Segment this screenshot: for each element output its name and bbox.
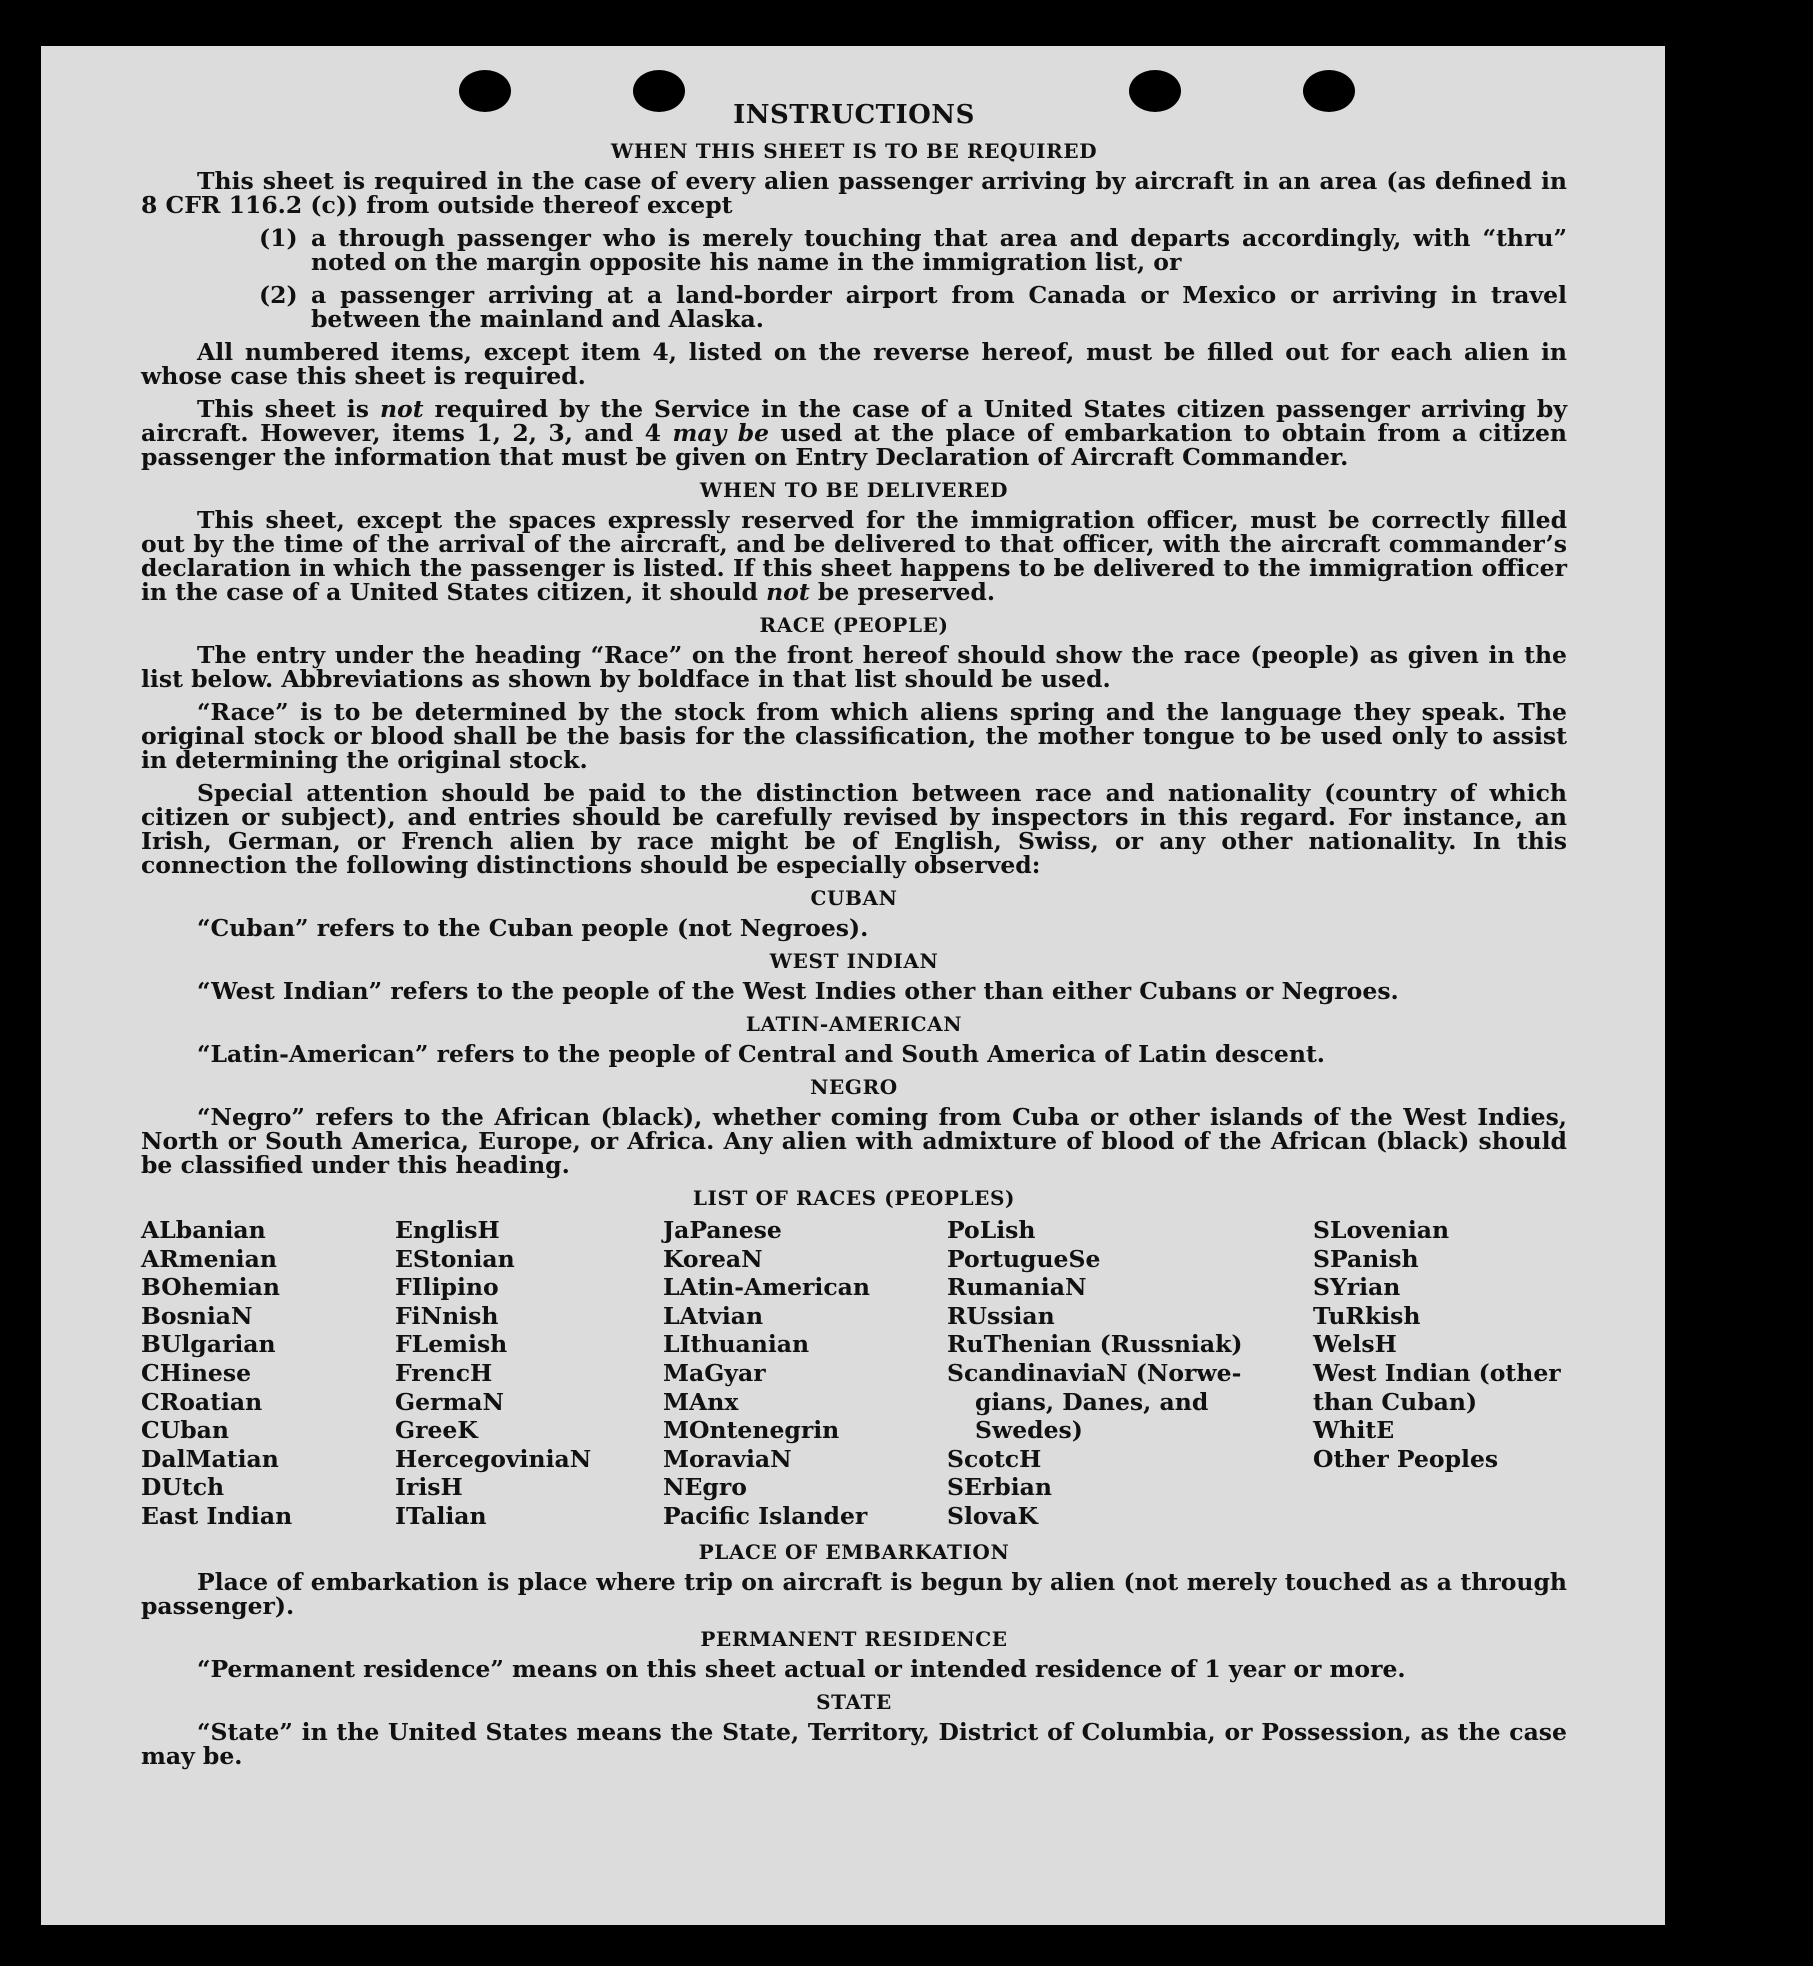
race-entry: RUssian xyxy=(947,1301,1055,1330)
definition-text: “Cuban” refers to the Cuban people (not Negroes). xyxy=(197,914,869,942)
text-run: This sheet, except the spaces expressly reserved for the immigration officer, must be correctly filled out by the time of the arrival of the aircraft, and be delivered to that officer, with the aircraft commander’s declaration in which the passenger is listed. If this sheet happens to be delivered to the immigration officer in the case of a United States citizen, it should xyxy=(141,506,1567,606)
text-run: required by the Service in the case of a United States citizen passenger arriving by aircraft. However, items 1, 2, 3, and 4 xyxy=(141,395,1567,447)
section-heading-list-of-races: LIST OF RACES (PEOPLES) xyxy=(692,1186,1016,1210)
race-entry: RumaniaN xyxy=(947,1273,1087,1302)
race-entry-continued: gians, Danes, and xyxy=(975,1387,1209,1416)
item-number: (1) xyxy=(259,224,298,252)
list-item xyxy=(259,226,1567,274)
item-text: a through passenger who is merely touching that area and departs accordingly, with “thru” noted on the margin opposite his name in the immigration list, or xyxy=(311,224,1567,276)
paragraph: This sheet is required in the case of every alien passenger arriving by aircraft in an area (as defined in 8 CFR 116.2 (c)) from outside thereof except xyxy=(141,167,1567,219)
race-entry: MoraviaN xyxy=(663,1444,792,1473)
race-entry: DalMatian xyxy=(141,1444,279,1473)
paragraph: Special attention should be paid to the distinction between race and nationality (country of which citizen or subject), and entries should be carefully revised by inspectors in this regard. For instance, an Irish, German, or French alien by race might be of English, Swiss, or any other nationality. In this connection the following distinctions should be especially observed: xyxy=(141,779,1567,879)
paragraph: Place of embarkation is place where trip on aircraft is begun by alien (not merely touched as a through passenger). xyxy=(141,1567,1567,1620)
race-entry: MaGyar xyxy=(663,1358,766,1387)
race-entry: WelsH xyxy=(1313,1330,1397,1359)
italic-text: not xyxy=(379,395,424,423)
race-entry: FLemish xyxy=(395,1330,508,1359)
section-heading-negro: NEGRO xyxy=(810,1075,898,1099)
section-heading-residence: PERMANENT RESIDENCE xyxy=(700,1626,1008,1651)
race-entry-continued: than Cuban) xyxy=(1313,1387,1478,1416)
definition-text: “Latin-American” refers to the people of Central and South America of Latin descent. xyxy=(197,1040,1325,1068)
race-entry: ALbanian xyxy=(141,1216,266,1244)
section-heading-embarkation: PLACE OF EMBARKATION xyxy=(698,1539,1010,1564)
race-entry: East Indian xyxy=(141,1501,293,1530)
paragraph: “Negro” refers to the African (black), whether coming from Cuba or other islands of the West Indies, North or South America, Europe, or Africa. Any alien with admixture of blood of the African (black) should be classified under this heading. xyxy=(141,1103,1567,1179)
race-entry: IrisH xyxy=(395,1473,463,1502)
race-entry: EStonian xyxy=(395,1244,515,1273)
race-entry: SYrian xyxy=(1313,1273,1401,1302)
section-heading-required: WHEN THIS SHEET IS TO BE REQUIRED xyxy=(610,139,1098,163)
race-entry: LIthuanian xyxy=(663,1330,810,1359)
paragraph: The entry under the heading “Race” on the front hereof should show the race (people) as given in the list below. Abbreviations as shown by boldface in that list should be used. xyxy=(141,641,1567,693)
race-entry: CHinese xyxy=(141,1358,252,1387)
item-text: a passenger arriving at a land-border airport from Canada or Mexico or arriving in travel between the mainland and Alaska. xyxy=(311,281,1567,333)
races-column-5 xyxy=(1313,1216,1567,1531)
race-entry-continued: Swedes) xyxy=(975,1416,1083,1445)
item-number: (2) xyxy=(259,281,298,309)
race-entry: GermaN xyxy=(395,1387,504,1416)
race-entry: FrencH xyxy=(395,1358,493,1387)
race-entry: KoreaN xyxy=(663,1244,763,1273)
race-entry: CUban xyxy=(141,1416,229,1445)
race-entry: MOntenegrin xyxy=(663,1416,840,1445)
race-entry: ScandinaviaN (Norwe- xyxy=(947,1358,1242,1387)
race-entry: CRoatian xyxy=(141,1387,263,1416)
paragraph xyxy=(141,397,1567,469)
section-heading-state: STATE xyxy=(816,1689,892,1714)
race-entry: SErbian xyxy=(947,1473,1052,1502)
races-column-3 xyxy=(663,1216,947,1531)
race-entry: SPanish xyxy=(1313,1244,1419,1273)
paragraph: “State” in the United States means the State, Territory, District of Columbia, or Possession, as the case may be. xyxy=(141,1717,1567,1770)
race-entry: JaPanese xyxy=(663,1216,782,1244)
race-entry: FiNnish xyxy=(395,1301,499,1330)
race-entry: WhitE xyxy=(1313,1416,1395,1445)
race-entry: ITalian xyxy=(395,1501,487,1530)
race-entry: LAtin-American xyxy=(663,1273,870,1302)
text-run: be preserved. xyxy=(809,578,996,606)
race-entry: RuThenian (Russniak) xyxy=(947,1330,1243,1359)
race-entry: Other Peoples xyxy=(1313,1444,1499,1473)
list-item xyxy=(259,283,1567,331)
paragraph: “Race” is to be determined by the stock from which aliens spring and the language they speak. The original stock or blood shall be the basis for the classification, the mother tongue to be used only to assist in determining the original stock. xyxy=(141,698,1567,774)
races-column-2 xyxy=(395,1216,663,1531)
race-entry: DUtch xyxy=(141,1473,225,1502)
race-entry: FIlipino xyxy=(395,1273,499,1302)
races-column-4 xyxy=(947,1216,1313,1531)
race-entry: PortugueSe xyxy=(947,1244,1101,1273)
race-entry: West Indian (other xyxy=(1313,1358,1561,1387)
section-heading-cuban: CUBAN xyxy=(810,886,898,910)
section-heading-west-indian: WEST INDIAN xyxy=(769,949,939,973)
race-entry: NEgro xyxy=(663,1473,747,1502)
section-heading-delivered: WHEN TO BE DELIVERED xyxy=(699,478,1009,502)
instructions-content xyxy=(141,100,1567,1777)
paragraph: All numbered items, except item 4, listed on the reverse hereof, must be filled out for each alien in whose case this sheet is required. xyxy=(141,338,1567,390)
page-title: INSTRUCTIONS xyxy=(733,100,975,130)
text-run: used at the place of embarkation to obtain from a citizen passenger the information that must be given on Entry Declaration of Aircraft Commander. xyxy=(141,419,1568,471)
race-entry: BosniaN xyxy=(141,1301,253,1330)
definition-text: “Permanent residence” means on this sheet actual or intended residence of 1 year or more. xyxy=(197,1654,1406,1683)
race-entry: LAtvian xyxy=(663,1301,764,1330)
races-column-1 xyxy=(141,1216,395,1531)
text-run: This sheet is xyxy=(197,395,380,423)
race-entry: ARmenian xyxy=(141,1244,277,1273)
race-entry: Pacific Islander xyxy=(663,1501,868,1530)
italic-text: may be xyxy=(672,419,770,447)
race-entry: SLovenian xyxy=(1313,1216,1450,1244)
race-entry: ScotcH xyxy=(947,1444,1042,1473)
race-entry: PoLish xyxy=(947,1216,1036,1244)
race-entry: TuRkish xyxy=(1313,1301,1421,1330)
section-heading-race: RACE (PEOPLE) xyxy=(759,613,949,637)
race-entry: MAnx xyxy=(663,1387,739,1416)
races-list xyxy=(141,1216,1567,1531)
document-sheet xyxy=(41,46,1665,1925)
section-heading-latin-american: LATIN-AMERICAN xyxy=(745,1012,963,1036)
race-entry: HercegoviniaN xyxy=(395,1444,592,1473)
italic-text: not xyxy=(766,578,810,606)
race-entry: BUlgarian xyxy=(141,1330,276,1359)
definition-text: “West Indian” refers to the people of the West Indies other than either Cubans or Negroes. xyxy=(197,977,1399,1005)
race-entry: BOhemian xyxy=(141,1273,280,1302)
paragraph xyxy=(141,508,1567,604)
race-entry: GreeK xyxy=(395,1416,478,1445)
race-entry: EnglisH xyxy=(395,1216,500,1244)
race-entry: SlovaK xyxy=(947,1501,1038,1530)
